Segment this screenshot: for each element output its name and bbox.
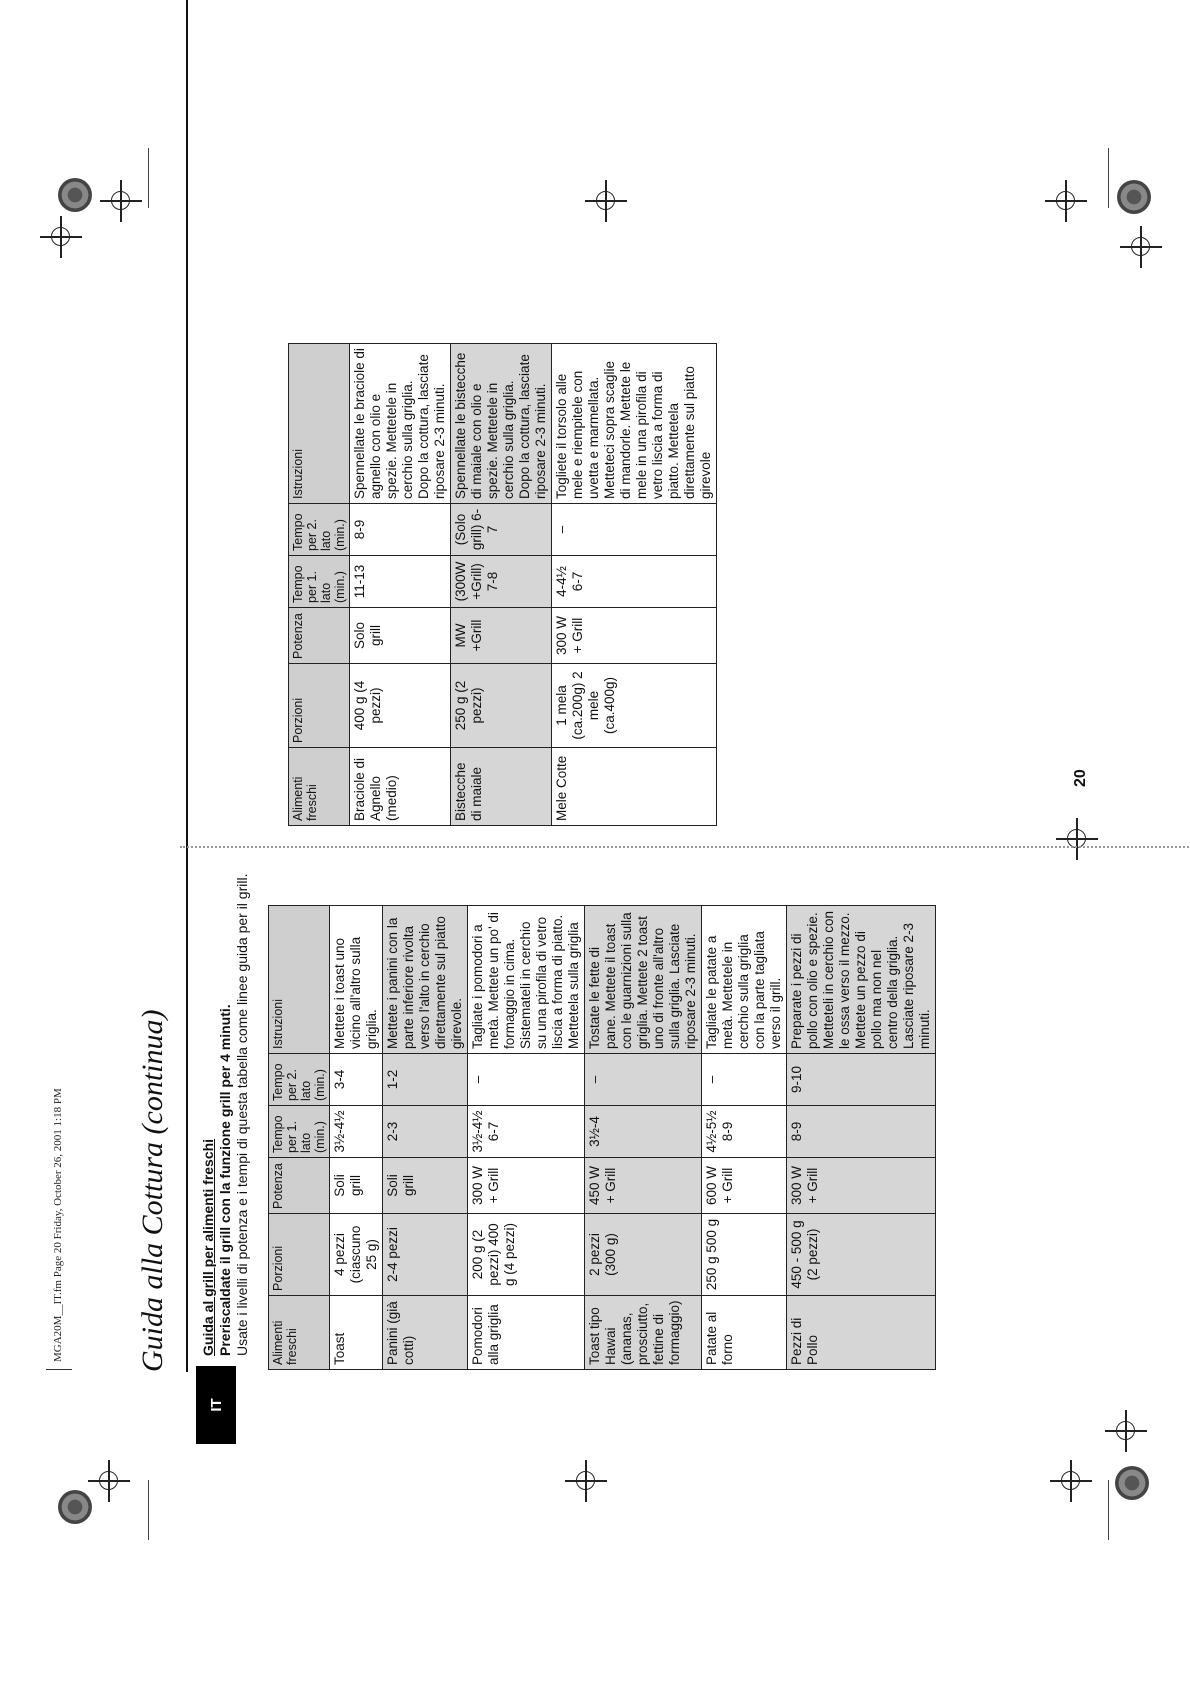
section-title: Guida al grill per alimenti freschi bbox=[200, 1138, 216, 1356]
column-header: Potenza bbox=[289, 608, 350, 664]
table-cell-time1: 3½-4½ 6-7 bbox=[468, 1106, 585, 1158]
table-cell-food: Braciole di Agnello (medio) bbox=[350, 748, 451, 826]
column-header: Porzioni bbox=[269, 1214, 330, 1296]
instruction-bold: Preriscaldate il grill con la funzione grill per 4 minuti. bbox=[217, 1004, 233, 1356]
table-cell-time1: 4-4½ 6-7 bbox=[552, 556, 717, 608]
column-header: Potenza bbox=[269, 1158, 330, 1214]
table-cell-power: 300 W + Grill bbox=[552, 608, 717, 664]
column-header: Istruzioni bbox=[269, 906, 330, 1054]
table-header-row bbox=[289, 344, 350, 826]
table-body bbox=[350, 344, 717, 826]
table-cell-power: Solo grill bbox=[350, 608, 451, 664]
table-cell-instructions: Tagliate i pomodori a metà. Mettete un po' di formaggio in cima. Sistemateli in cerchio su una pirofila di vetro liscia a forma di piatto. Mettetela sulla griglia bbox=[468, 906, 585, 1054]
table-cell-portion: 2-4 pezzi bbox=[383, 1214, 468, 1296]
column-header: Porzioni bbox=[289, 664, 350, 748]
table-cell-time2: – bbox=[585, 1054, 702, 1106]
table-cell-instructions: Togliete il torsolo alle mele e riempitele con uvetta e marmellata. Metteteci sopra scaglie di mandorle. Mettete le mele in una pirofila di vetro liscia a forma di piatto. Mettetela direttamente sul piatto girevole bbox=[552, 344, 717, 504]
table-cell-power: 300 W + Grill bbox=[787, 1158, 936, 1214]
table-cell-instructions: Mettete i panini con la parte inferiore rivolta verso l'alto in cerchio direttamente sul piatto girevole. bbox=[383, 906, 468, 1054]
table-cell-time2: 3-4 bbox=[330, 1054, 383, 1106]
table-cell-power: Soli grill bbox=[330, 1158, 383, 1214]
column-header: Alimenti freschi bbox=[269, 1296, 330, 1370]
column-header: Tempo per 1. lato (min.) bbox=[289, 556, 350, 608]
table-cell-time2: – bbox=[702, 1054, 787, 1106]
table-cell-portion: 1 mela (ca.200g) 2 mele (ca.400g) bbox=[552, 664, 717, 748]
table-cell-portion: 200 g (2 pezzi) 400 g (4 pezzi) bbox=[468, 1214, 585, 1296]
table-cell-food: Pomodori alla griglia bbox=[468, 1296, 585, 1370]
table-cell-power: 450 W + Grill bbox=[585, 1158, 702, 1214]
table-cell-food: Bistecche di maiale bbox=[451, 748, 552, 826]
table-row bbox=[552, 344, 717, 826]
table-cell-instructions: Tagliate le patate a metà. Mettetele in cerchio sulla griglia con la parte tagliata verso il grill. bbox=[702, 906, 787, 1054]
column-header: Istruzioni bbox=[289, 344, 350, 504]
table-cell-food: Toast tipo Hawai (ananas, prosciutto, fettine di formaggio) bbox=[585, 1296, 702, 1370]
table-row bbox=[585, 906, 702, 1370]
table-cell-portion: 400 g (4 pezzi) bbox=[350, 664, 451, 748]
language-badge: IT bbox=[196, 1366, 236, 1444]
table-row bbox=[383, 906, 468, 1370]
intro-block bbox=[200, 874, 251, 1356]
table-row bbox=[468, 906, 585, 1370]
table-cell-instructions: Tostate le fette di pane. Mettete il toast con le guarnizioni sulla griglia. Mettete 2 toast uno di fronte all'altro sulla griglia. Lasciate riposare 2-3 minuti. bbox=[585, 906, 702, 1054]
table-row bbox=[787, 906, 936, 1370]
table-row bbox=[330, 906, 383, 1370]
table-cell-food: Toast bbox=[330, 1296, 383, 1370]
table-cell-time1: (300W +Grill) 7-8 bbox=[451, 556, 552, 608]
table-cell-food: Mele Cotte bbox=[552, 748, 717, 826]
page-number: 20 bbox=[1072, 769, 1089, 787]
table-cell-time1: 3½-4 bbox=[585, 1106, 702, 1158]
page-title: Guida alla Cottura (continua) bbox=[136, 1009, 169, 1372]
table-cell-instructions: Preparate i pezzi di pollo con olio e spezie. Metteteli in cerchio con le ossa verso il mezzo. Mettete un pezzo di pollo ma non nel centro della griglia. Lasciate riposare 2-3 minuti. bbox=[787, 906, 936, 1054]
table-cell-time2: 1-2 bbox=[383, 1054, 468, 1106]
table-cell-instructions: Spennellate le braciole di agnello con olio e spezie. Mettetele in cerchio sulla griglia. Dopo la cottura, lasciate riposare 2-3 minuti. bbox=[350, 344, 451, 504]
column-divider bbox=[180, 845, 1190, 848]
table-row bbox=[451, 344, 552, 826]
table-cell-power: 600 W + Grill bbox=[702, 1158, 787, 1214]
table-cell-time1: 8-9 bbox=[787, 1106, 936, 1158]
table-header-row bbox=[269, 906, 330, 1370]
table-cell-portion: 2 pezzi (300 g) bbox=[585, 1214, 702, 1296]
table-cell-time1: 3½-4½ bbox=[330, 1106, 383, 1158]
table-body bbox=[330, 906, 936, 1370]
table-cell-time2: 8-9 bbox=[350, 504, 451, 556]
table-cell-time1: 11-13 bbox=[350, 556, 451, 608]
grill-table-2 bbox=[288, 343, 717, 826]
table-cell-portion: 4 pezzi (ciascuno 25 g) bbox=[330, 1214, 383, 1296]
column-header: Alimenti freschi bbox=[289, 748, 350, 826]
table-cell-food: Patate al forno bbox=[702, 1296, 787, 1370]
page-header bbox=[52, 1088, 64, 1362]
table-cell-instructions: Mettete i toast uno vicino all'altro sulla griglia. bbox=[330, 906, 383, 1054]
table-cell-time1: 2-3 bbox=[383, 1106, 468, 1158]
table-cell-power: MW +Grill bbox=[451, 608, 552, 664]
table-cell-food: Pezzi di Pollo bbox=[787, 1296, 936, 1370]
column-header: Tempo per 1. lato (min.) bbox=[269, 1106, 330, 1158]
table-cell-food: Panini (già cotti) bbox=[383, 1296, 468, 1370]
table-cell-instructions: Spennellate le bistecche di maiale con olio e spezie. Mettetele in cerchio sulla griglia. Dopo la cottura, lasciate riposare 2-3 minuti. bbox=[451, 344, 552, 504]
column-header: Tempo per 2. lato (min.) bbox=[289, 504, 350, 556]
table-cell-time2: 9-10 bbox=[787, 1054, 936, 1106]
table-cell-power: Soli grill bbox=[383, 1158, 468, 1214]
table-row bbox=[350, 344, 451, 826]
instruction-text: Usate i livelli di potenza e i tempi di questa tabella come linee guida per il grill. bbox=[234, 873, 250, 1356]
table-cell-time2: – bbox=[552, 504, 717, 556]
table-cell-power: 300 W + Grill bbox=[468, 1158, 585, 1214]
table-cell-time2: (Solo grill) 6-7 bbox=[451, 504, 552, 556]
table-cell-time2: – bbox=[468, 1054, 585, 1106]
grill-table-1 bbox=[268, 905, 936, 1370]
page-header-text: MGA20M__IT.fm Page 20 Friday, October 26, 2001 1:18 PM bbox=[52, 1088, 64, 1362]
table-cell-portion: 250 g (2 pezzi) bbox=[451, 664, 552, 748]
table-cell-time1: 4½-5½ 8-9 bbox=[702, 1106, 787, 1158]
table-cell-portion: 450 - 500 g (2 pezzi) bbox=[787, 1214, 936, 1296]
table-cell-portion: 250 g 500 g bbox=[702, 1214, 787, 1296]
title-rule bbox=[186, 0, 188, 1372]
table-row bbox=[702, 906, 787, 1370]
column-header: Tempo per 2. lato (min.) bbox=[269, 1054, 330, 1106]
